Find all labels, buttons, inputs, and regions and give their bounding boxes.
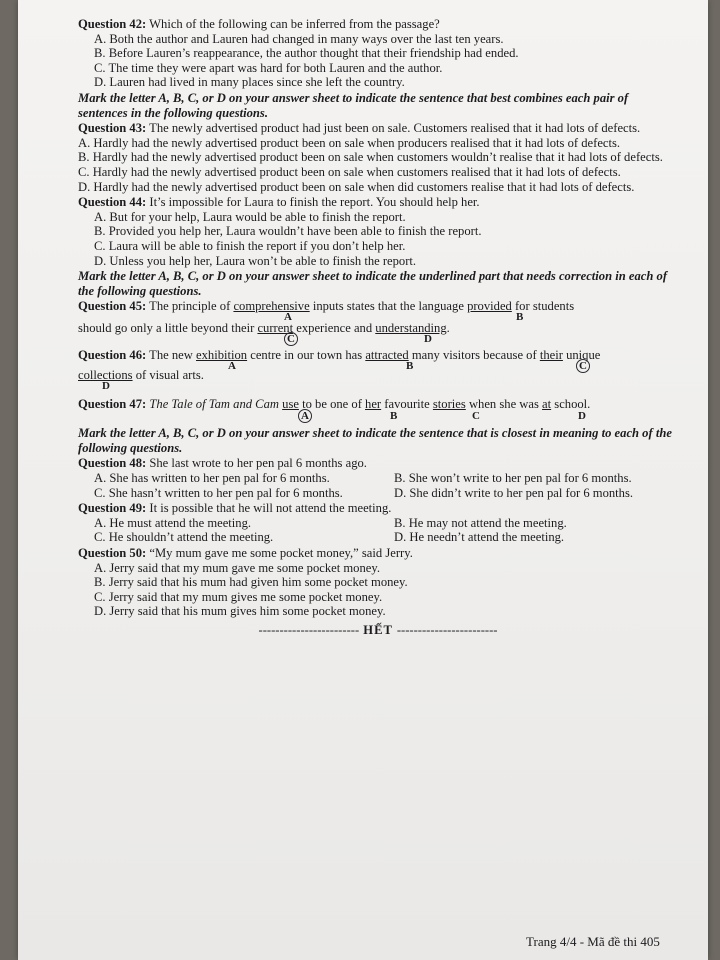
answer-circle: C <box>284 332 298 346</box>
underlined-b: her <box>365 397 382 412</box>
underlined-d: collections <box>78 368 133 383</box>
underlined-c: current <box>257 321 294 336</box>
question-text: The newly advertised product had just been on sale. Customers realised that it had lots of defects. <box>146 121 641 136</box>
option-b: B. Provided you help her, Laura wouldn’t have been able to finish the report. <box>94 224 482 239</box>
label-d: D <box>578 410 586 423</box>
underlined-c: their <box>539 348 563 363</box>
question-48 <box>78 456 678 500</box>
answer-circle: A <box>298 409 312 423</box>
label-c <box>284 332 298 347</box>
option-c: C. Hardly had the newly advertised product been on sale when customers realised that it had lots of defects. <box>78 164 621 179</box>
question-44 <box>78 195 678 268</box>
label-b: B <box>516 311 524 324</box>
answer-circle: C <box>576 359 590 373</box>
option-d: D. Lauren had lived in many places since she left the country. <box>94 75 405 90</box>
question-42 <box>78 17 678 90</box>
option-a: A. Both the author and Lauren had changed in many ways over the last ten years. <box>94 31 504 46</box>
option-c: C. He shouldn’t attend the meeting. <box>94 530 274 545</box>
option-d: D. She didn’t write to her pen pal for 6 months. <box>394 485 634 500</box>
underlined-b: provided <box>467 299 512 314</box>
instruction-closest: Mark the letter A, B, C, or D on your answer sheet to indicate the sentence that is closest in meaning to each of the following questions. <box>78 426 672 455</box>
question-text: It is possible that he will not attend the meeting. <box>146 501 392 516</box>
option-a: A. Jerry said that my mum gave me some pocket money. <box>94 560 380 575</box>
exam-paper <box>18 0 708 960</box>
underlined-c: stories <box>432 397 466 412</box>
question-text: It’s impossible for Laura to finish the report. You should help her. <box>146 195 480 210</box>
option-a: A. But for your help, Laura would be able to finish the report. <box>94 209 406 224</box>
label-c: C <box>472 410 480 423</box>
option-d: D. Hardly had the newly advertised product been on sale when did customers realise that it had lots of defects. <box>78 179 635 194</box>
page-footer: Trang 4/4 - Mã đề thi 405 <box>526 934 660 949</box>
underlined-a: use <box>282 397 299 412</box>
question-text: “My mum gave me some pocket money,” said Jerry. <box>146 546 413 561</box>
option-c: C. Laura will be able to finish the report if you don’t help her. <box>94 238 406 253</box>
question-label: Question 47: <box>78 397 147 412</box>
end-marker: ------------------------ HẾT ------------------------ <box>258 623 498 637</box>
underlined-d: at <box>542 397 552 412</box>
underlined-a: comprehensive <box>233 299 310 314</box>
label-a: A <box>228 360 236 373</box>
label-c <box>576 359 590 374</box>
question-text: She last wrote to her pen pal 6 months ago. <box>146 456 367 471</box>
option-b: B. She won’t write to her pen pal for 6 months. <box>394 471 632 486</box>
question-label: Question 45: <box>78 299 147 314</box>
instruction-combine: Mark the letter A, B, C, or D on your answer sheet to indicate the sentence that best combines each pair of sentences in the following questions. <box>78 90 629 120</box>
option-b: B. Jerry said that his mum had given him some pocket money. <box>94 575 408 590</box>
question-45: Question 45: The principle of comprehensive inputs states that the language provided for students A B should go only a little beyond their current experience and understanding. C D <box>78 299 575 346</box>
question-43 <box>78 121 678 194</box>
label-a <box>298 409 312 424</box>
end-text: HẾT <box>359 623 397 637</box>
story-title: The Tale of Tam and Cam <box>149 397 279 412</box>
question-50 <box>78 546 678 619</box>
option-a: A. He must attend the meeting. <box>94 515 252 530</box>
question-label: Question 42: <box>78 17 147 31</box>
label-b: B <box>390 410 398 423</box>
question-label: Question 46: <box>78 348 147 363</box>
underlined-a: exhibition <box>196 348 248 363</box>
underlined-b: attracted <box>365 348 409 363</box>
label-b: B <box>406 360 414 373</box>
question-label: Question 50: <box>78 546 147 561</box>
option-a: A. She has written to her pen pal for 6 months. <box>94 471 330 486</box>
question-label: Question 48: <box>78 456 147 471</box>
question-label: Question 49: <box>78 501 147 516</box>
question-47: Question 47: The Tale of Tam and Cam use to be one of her favourite stories when she was at school. A B C D <box>78 397 591 423</box>
option-d: D. He needn’t attend the meeting. <box>394 530 565 545</box>
option-d: D. Unless you help her, Laura won’t be able to finish the report. <box>94 253 417 268</box>
instruction-error: Mark the letter A, B, C, or D on your answer sheet to indicate the underlined part that needs correction in each of the following questions. <box>78 269 668 298</box>
label-a: A <box>284 311 292 324</box>
underlined-d: understanding <box>375 321 447 336</box>
exam-content <box>78 16 678 638</box>
option-b: B. Hardly had the newly advertised product been on sale when customers wouldn’t realise that it had lots of defects. <box>78 150 663 165</box>
option-c: C. The time they were apart was hard for both Lauren and the author. <box>94 60 443 75</box>
question-label: Question 43: <box>78 121 147 136</box>
question-46: Question 46: The new exhibition centre in our town has attracted many visitors because of their unique A B C collections of visual arts. D <box>78 348 601 393</box>
label-d: D <box>424 333 432 346</box>
option-b: B. Before Lauren’s reappearance, the author thought that their friendship had ended. <box>94 46 519 61</box>
question-49 <box>78 501 678 545</box>
option-a: A. Hardly had the newly advertised product been on sale when producers realised that it had lots of defects. <box>78 135 621 150</box>
option-c: C. She hasn’t written to her pen pal for 6 months. <box>94 485 343 500</box>
option-d: D. Jerry said that his mum gives him some pocket money. <box>94 604 386 619</box>
question-text: Which of the following can be inferred from the passage? <box>146 17 440 31</box>
option-b: B. He may not attend the meeting. <box>394 515 567 530</box>
label-d: D <box>102 380 110 393</box>
question-label: Question 44: <box>78 195 147 210</box>
option-c: C. Jerry said that my mum gives me some pocket money. <box>94 589 383 604</box>
